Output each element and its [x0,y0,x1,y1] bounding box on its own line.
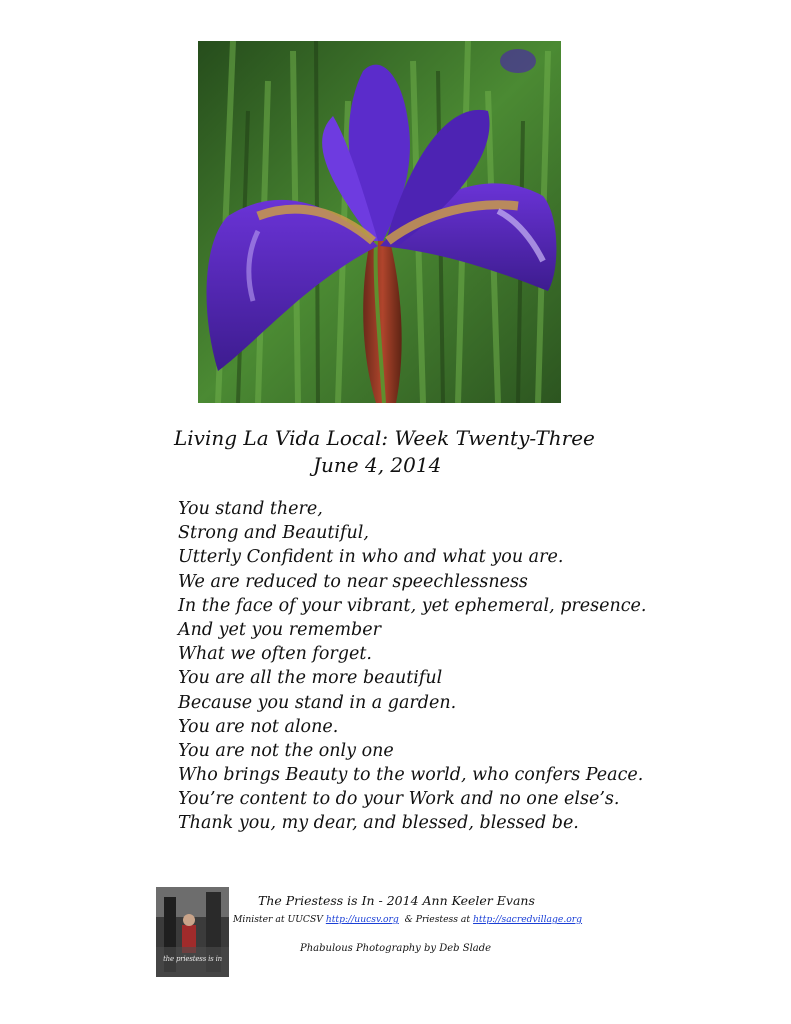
uucsv-link[interactable]: http://uucsv.org [325,914,399,925]
poem-line: Strong and Beautiful, [178,523,369,544]
poem-line: You stand there, [178,499,323,519]
minister-label: Minister at UUCSV [233,914,326,925]
poem [178,497,648,836]
poem-line: We are reduced to near speechlessness [178,571,528,592]
poem-line: You’re content to do your Work and no one else’s. [178,789,620,810]
affiliation-line [233,914,582,925]
page-title: Living La Vida Local: Week Twenty-Three [174,426,595,450]
poem-line: Utterly Confident in who and what you are. [178,547,564,568]
priestess-logo [156,887,229,977]
logo-text: the priestess is in [163,955,222,963]
poem-line: You are all the more beautiful [178,668,443,689]
poem-line: Who brings Beauty to the world, who confers Peace. [178,765,644,786]
poem-line: In the face of your vibrant, yet ephemeral, presence. [178,595,647,616]
poem-line: Thank you, my dear, and blessed, blessed be. [178,813,579,834]
priestess-label: & Priestess at [398,914,474,925]
poem-line: You are not alone. [178,716,339,737]
poem-line: And yet you remember [178,619,381,640]
iris-photo [198,41,561,403]
poem-line: What we often forget. [178,644,372,665]
sacredvillage-link[interactable]: http://sacredvillage.org [473,914,583,925]
photo-credit: Phabulous Photography by Deb Slade [300,943,492,954]
author-credit: The Priestess is In - 2014 Ann Keeler Evans [258,893,535,908]
poem-line: Because you stand in a garden. [178,692,457,713]
poem-line: You are not the only one [178,740,394,761]
page-date: June 4, 2014 [313,453,442,477]
